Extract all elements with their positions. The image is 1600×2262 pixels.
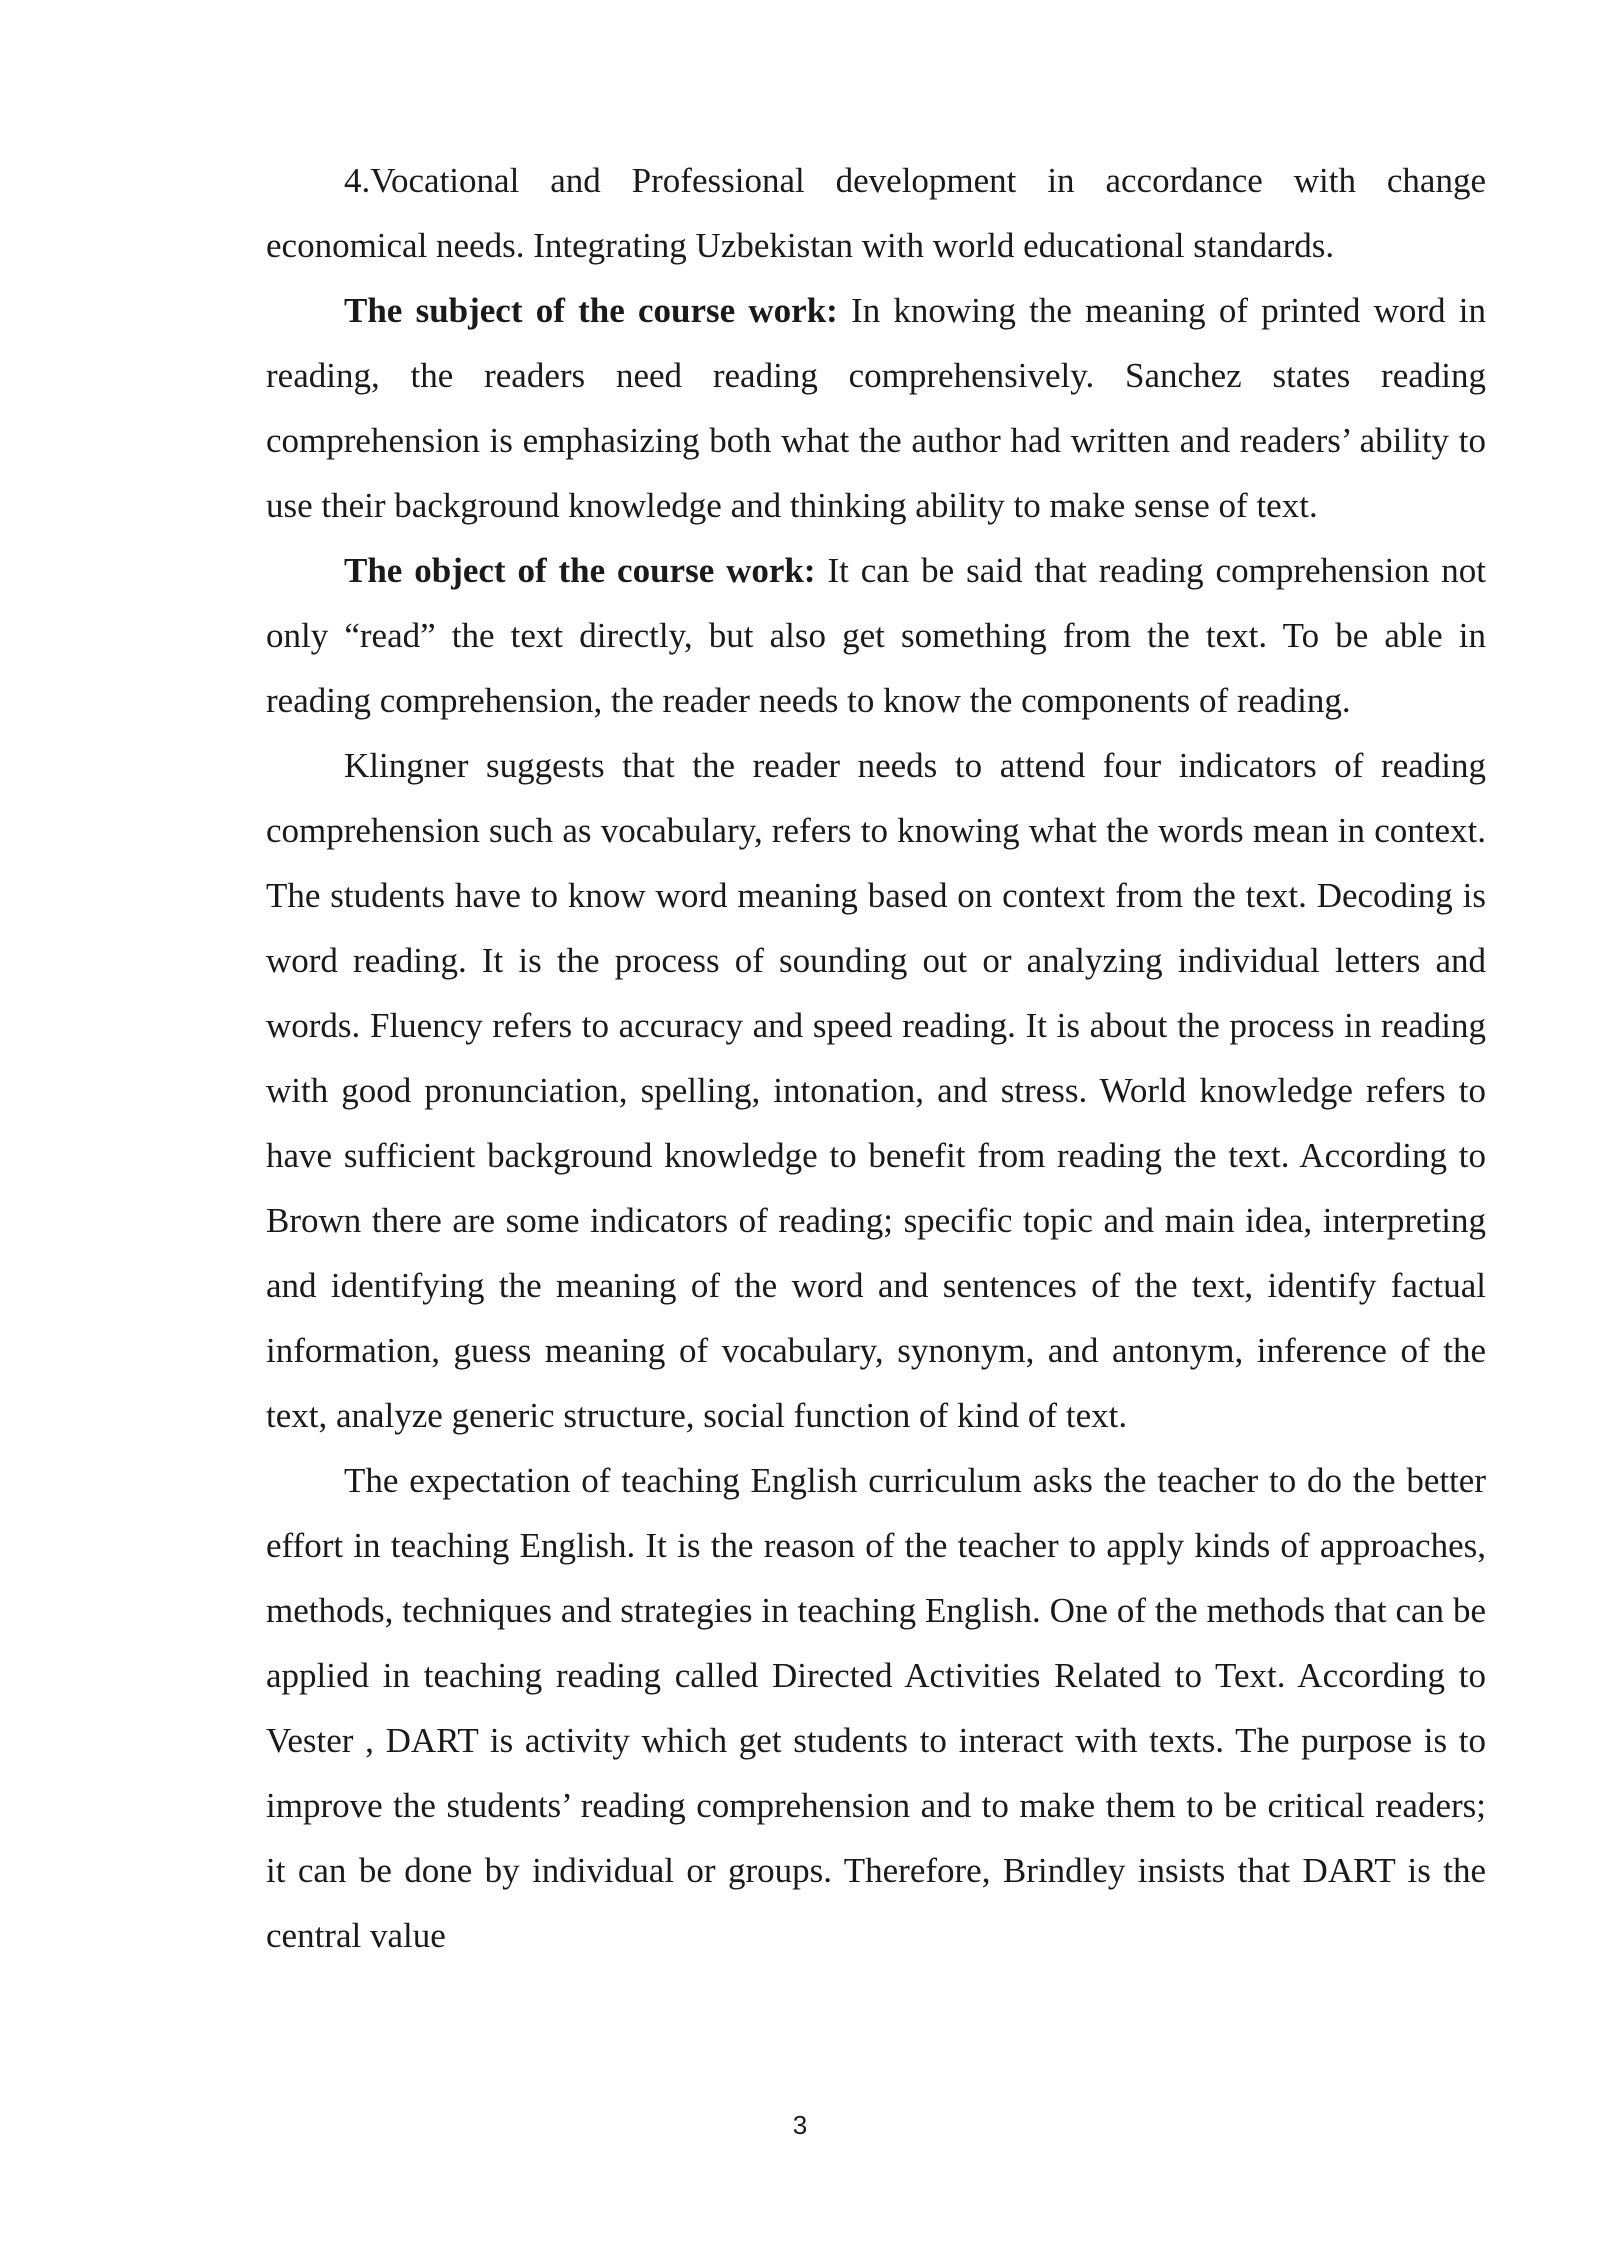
page-number: 3 xyxy=(792,2110,808,2140)
paragraph-vocational xyxy=(266,148,1486,278)
paragraph-text: The expectation of teaching English curriculum asks the teacher to do the better effort in teaching English. It is the reason of the teacher to apply kinds of approaches, methods, techniques and strategies in teaching English. One of the methods that can be applied in teaching reading called Directed Activities Related to Text. According to Vester , DART is activity which get students to interact with texts. The purpose is to improve the students’ reading comprehension and to make them to be critical readers; it can be done by individual or groups. Therefore, Brindley insists that DART is the central value xyxy=(266,1461,1486,1955)
paragraph-text: 4.Vocational and Professional development in accordance with change economical needs. Integrating Uzbekistan with world educational standards. xyxy=(266,161,1486,265)
body-text xyxy=(266,148,1486,1968)
paragraph-expectation xyxy=(266,1448,1486,1968)
paragraph-klingner xyxy=(266,733,1486,1448)
paragraph-lead: The subject of the course work: xyxy=(344,291,838,330)
paragraph-object xyxy=(266,538,1486,733)
paragraph-text: Klingner suggests that the reader needs to attend four indicators of reading comprehension such as vocabulary, refers to knowing what the words mean in context. The students have to know word meaning based on context from the text. Decoding is word reading. It is the process of sounding out or analyzing individual letters and words. Fluency refers to accuracy and speed reading. It is about the process in reading with good pronunciation, spelling, intonation, and stress. World knowledge refers to have sufficient background knowledge to benefit from reading the text. According to Brown there are some indicators of reading; specific topic and main idea, interpreting and identifying the meaning of the word and sentences of the text, identify factual information, guess meaning of vocabulary, synonym, and antonym, inference of the text, analyze generic structure, social function of kind of text. xyxy=(266,746,1486,1435)
paragraph-text: It can be said that reading comprehension not only “read” the text directly, but also get something from the text. To be able in reading comprehension, the reader needs to know the components of reading. xyxy=(266,551,1486,720)
paragraph-subject xyxy=(266,278,1486,538)
paragraph-lead: The object of the course work: xyxy=(344,551,816,590)
paragraph-text: In knowing the meaning of printed word in reading, the readers need reading comprehensively. Sanchez states reading comprehension is emphasizing both what the author had written and readers’ ability to use their background knowledge and thinking ability to make sense of text. xyxy=(266,291,1486,525)
